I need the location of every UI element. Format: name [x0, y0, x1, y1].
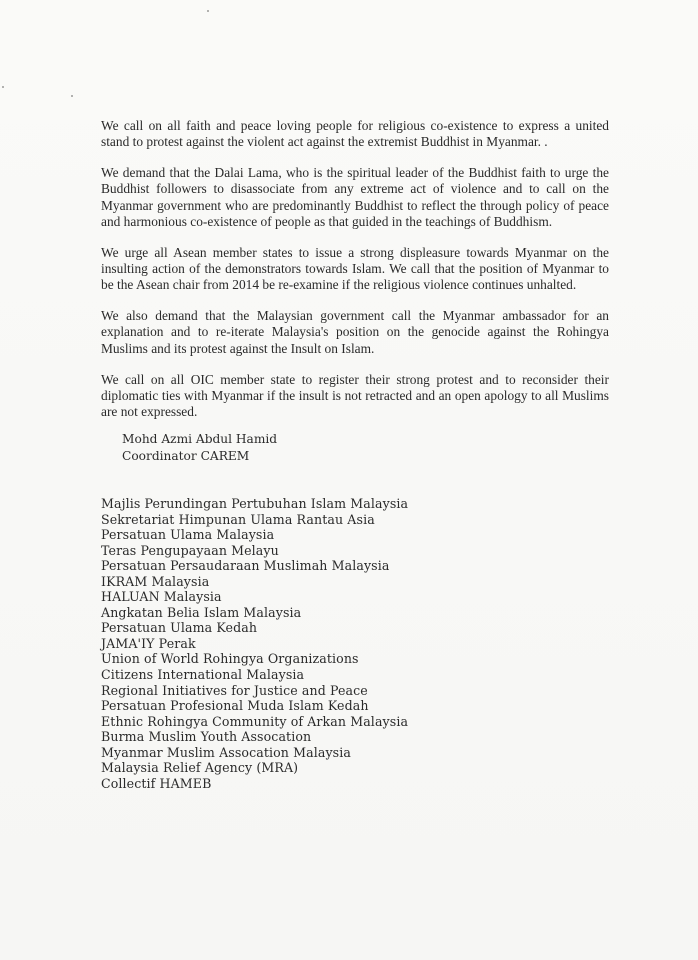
organization-item: Sekretariat Himpunan Ulama Rantau Asia — [101, 511, 375, 527]
organization-item: Angkatan Belia Islam Malaysia — [101, 604, 302, 620]
organization-item: Ethnic Rohingya Community of Arkan Malaysia — [101, 713, 409, 729]
paragraph: We call on all faith and peace loving people for religious co-existence to express a united stand to protest against the violent act against the extremist Buddhist in Myanmar. . — [101, 118, 609, 150]
organization-item: Regional Initiatives for Justice and Peace — [101, 682, 368, 698]
organization-item: Persatuan Persaudaraan Muslimah Malaysia — [101, 558, 390, 574]
organization-item: Union of World Rohingya Organizations — [101, 651, 359, 667]
scan-speck — [207, 10, 209, 12]
paragraph: We also demand that the Malaysian government call the Myanmar ambassador for an explanation and to re-iterate Malaysia's position on the genocide against the Rohingya Muslims and its protest against the Insult on Islam. — [101, 308, 609, 356]
organization-item: Citizens International Malaysia — [101, 667, 305, 683]
organization-list — [101, 496, 408, 791]
signature-block — [122, 431, 277, 464]
signatory-name: Mohd Azmi Abdul Hamid — [122, 432, 278, 446]
organization-item: JAMA'IY Perak — [101, 635, 196, 651]
organization-item: IKRAM Malaysia — [101, 573, 210, 589]
organization-item: Persatuan Ulama Malaysia — [101, 527, 275, 543]
paragraph: We call on all OIC member state to register their strong protest and to reconsider their diplomatic ties with Myanmar if the insult is not retracted and an open apology to all Muslims are not expressed. — [101, 371, 609, 420]
scan-speck — [71, 95, 73, 97]
paragraph: We demand that the Dalai Lama, who is the spiritual leader of the Buddhist faith to urge the Buddhist followers to disassociate from any extreme act of violence and to call on the Myanmar government who are predominantly Buddhist to reflect the through policy of peace and harmonious co-existence of people as that guided in the teachings of Buddhism. — [101, 165, 609, 229]
scan-speck — [2, 86, 4, 88]
organization-item: Burma Muslim Youth Assocation — [101, 729, 312, 745]
statement-body — [101, 118, 609, 435]
organization-item: Malaysia Relief Agency (MRA) — [101, 760, 299, 776]
organization-item: Myanmar Muslim Assocation Malaysia — [101, 744, 351, 760]
signatory-title: Coordinator CAREM — [122, 448, 250, 463]
organization-item: Persatuan Ulama Kedah — [101, 620, 258, 636]
organization-item: Collectif HAMEB — [101, 775, 212, 791]
organization-item: Persatuan Profesional Muda Islam Kedah — [101, 698, 369, 714]
organization-item: Teras Pengupayaan Melayu — [101, 542, 279, 558]
organization-item: HALUAN Malaysia — [101, 589, 222, 605]
organization-item: Majlis Perundingan Pertubuhan Islam Malaysia — [101, 496, 409, 511]
paragraph: We urge all Asean member states to issue a strong displeasure towards Myanmar on the insulting action of the demonstrators towards Islam. We call that the position of Myanmar to be the Asean chair from 2014 be re-examine if the religious violence continues unhalted. — [101, 244, 609, 293]
